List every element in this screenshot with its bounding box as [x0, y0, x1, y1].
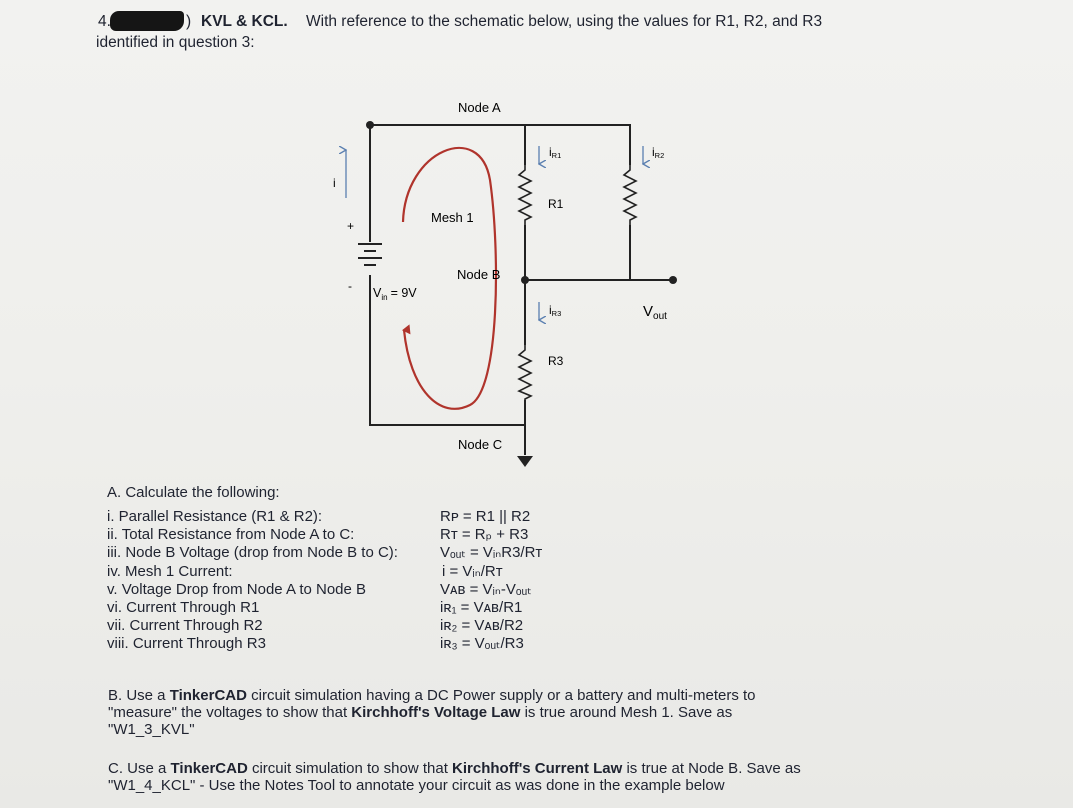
part-a-item: iii. Node B Voltage (drop from Node B to C):	[107, 544, 398, 562]
node-b-label: Node B	[457, 267, 501, 282]
part-c-text: circuit simulation to show that	[247, 760, 453, 777]
part-c-emphasis-kcl: Kirchhoff's Current Law	[452, 760, 623, 777]
node-b-dot	[521, 276, 529, 284]
ir3-label: iR3	[549, 303, 562, 318]
question-points-suffix: )	[186, 13, 192, 30]
part-a-formula-list	[440, 508, 542, 654]
part-a-item: v. Voltage Drop from Node A to Node B	[107, 580, 367, 598]
plus-terminal-label: +	[347, 219, 355, 233]
part-a-heading: A. Calculate the following:	[107, 484, 280, 501]
part-a-item: i. Parallel Resistance (R1 & R2):	[107, 508, 323, 525]
battery-symbol	[358, 244, 382, 265]
question-text-line1: With reference to the schematic below, using the values for R1, R2, and R3	[306, 13, 823, 30]
part-b-emphasis-kvl: Kirchhoff's Voltage Law	[351, 704, 521, 721]
node-c-label: Node C	[458, 437, 503, 452]
formula-ir1: iʀ₁ = Vᴀʙ/R1	[440, 599, 523, 617]
part-b-save-name: "W1_3_KVL"	[108, 721, 195, 738]
part-a-item: iv. Mesh 1 Current:	[107, 562, 233, 580]
formula-rp: Rᴘ = R1 || R2	[440, 508, 531, 525]
formula-vout: Vₒᵤₜ = VᵢₙR3/Rᴛ	[440, 544, 543, 562]
part-b-paragraph	[108, 687, 828, 738]
part-c-text: is true at Node B. Save as	[622, 760, 801, 777]
node-a-label: Node A	[458, 100, 501, 115]
part-b-emphasis-tinkercad: TinkerCAD	[169, 687, 247, 704]
formula-i: i = Vᵢₙ/Rᴛ	[442, 562, 503, 580]
question-number: 4.	[98, 13, 111, 30]
resistor-r3	[519, 345, 531, 402]
part-c-text: "W1_4_KCL" - Use the Notes Tool to annotate your circuit as was done in the example below	[108, 777, 725, 794]
node-a-dot	[366, 121, 374, 129]
part-b-text: circuit simulation having a DC Power supply or a battery and multi-meters to	[246, 687, 756, 704]
resistor-r2	[624, 165, 636, 225]
part-a-item: viii. Current Through R3	[107, 635, 266, 653]
ground-arrow-icon	[517, 456, 533, 467]
part-b-text: "measure" the voltages to show that	[108, 704, 352, 721]
source-current-label: i	[333, 176, 336, 190]
vout-label: $V_{out}$	[643, 303, 667, 322]
ir1-label: iR1	[549, 145, 562, 160]
minus-terminal-label: -	[348, 279, 352, 293]
part-a-item: ii. Total Resistance from Node A to C:	[107, 526, 355, 544]
mesh-label: Mesh 1	[431, 210, 474, 225]
formula-ir2: iʀ₂ = Vᴀʙ/R2	[440, 617, 524, 635]
formula-rt: Rᴛ = Rₚ + R3	[440, 526, 529, 544]
part-c-emphasis-tinkercad: TinkerCAD	[170, 760, 248, 777]
formula-ir3: iʀ₃ = Vₒᵤₜ/R3	[440, 635, 524, 653]
part-c-paragraph	[108, 760, 888, 794]
part-b-text: is true around Mesh 1. Save as	[520, 704, 733, 721]
formula-vab: Vᴀʙ = Vᵢₙ-Vₒᵤₜ	[440, 580, 532, 598]
vout-terminal-dot	[669, 276, 677, 284]
part-a-item-list	[107, 508, 398, 654]
r3-label: R3	[548, 354, 564, 368]
vin-label: $V_{in} = 9V$	[373, 286, 417, 302]
r1-label: R1	[548, 197, 564, 211]
question-title: KVL & KCL.	[201, 13, 288, 30]
resistor-r1	[519, 165, 531, 225]
part-c-text: C. Use a	[108, 760, 171, 777]
part-a-item: vi. Current Through R1	[107, 599, 260, 617]
part-b-text: B. Use a	[108, 687, 170, 704]
ir2-label: iR2	[652, 145, 665, 160]
part-a-item: vii. Current Through R2	[107, 617, 263, 635]
question-text-line2: identified in question 3:	[96, 34, 255, 51]
